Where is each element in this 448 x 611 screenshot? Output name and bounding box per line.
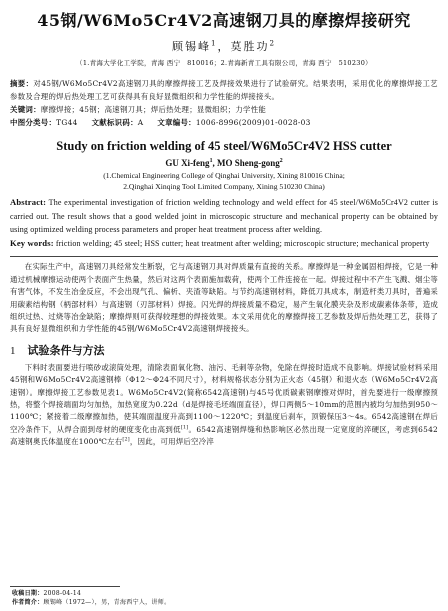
abstract-cn (10, 77, 438, 103)
footnote-received (12, 589, 170, 598)
author-separator-en: , (212, 158, 217, 168)
author-1-cn: 顾锡峰 (171, 40, 211, 53)
citation-2[interactable]: [2] (122, 437, 130, 443)
paper-title-en: Study on friction welding of 45 steel/W6Mo5Cr4V2 HSS cutter (56, 139, 392, 153)
article-no-value: 1006-8996(2009)01-0028-03 (195, 118, 311, 127)
keywords-cn (10, 103, 438, 116)
clc-field (10, 116, 78, 129)
doc-code-label: 文献标识码： (91, 118, 138, 127)
paper-title-cn: 45钢/W6Mo5Cr4V2高速钢刀具的摩擦焊接研究 (37, 11, 411, 30)
intro-paragraph: 在实际生产中，高速钢刀具经常发生断裂，它与高速钢刀具对焊质量有直接的关系。摩擦焊是一种金属固相焊接，它是一种通过机械摩擦运动使两个表面产生热量，然后对这两个表面施加载荷，使两个工件连接在一起。焊接过程中不产生飞溅、烟尘等有害气体，不发生冶金反应，不会出现气孔、偏析、夹渣等缺陷。与节约高速钢材料，降低刀具成本，制造杆类刀具时，普遍采用碳素结构钢（柄部材料）与高速钢（刃部材料）焊接。闪光焊的焊接质量不稳定，易产生氧化膜夹杂及形成碳素体条带，造成组织过热、过烧等冶金缺陷；摩擦焊则可获得较理想的焊接效果。本文采用优化的摩擦焊接工艺参数及焊后热处理工艺，获得了具有良好显微组织和力学性能的45钢/W6Mo5Cr4V2高速钢焊接接头。 (10, 262, 438, 334)
article-no-field (157, 116, 310, 129)
footnote-author-label: 作者简介： (12, 599, 44, 606)
keywords-en-label: Key words: (10, 237, 54, 248)
footnote-divider (10, 586, 120, 587)
affiliation-en-line-2: 2.Qinghai Xinqing Tool Limited Company, Xining 510230 China) (123, 182, 325, 191)
authors-en (10, 158, 438, 168)
section-1-text-b: 。6542高速钢焊缝和热影响区必然出现一定宽度的淬硬区，考虑到6542高速钢奥氏体温度在1000℃左右 (10, 424, 438, 447)
author-2-cn: 莫胜功 (230, 40, 270, 53)
keywords-cn-text: 摩擦焊接；45钢；高速钢刀具；焊后热处理；显微组织；力学性能 (40, 105, 267, 114)
abstract-en-label: Abstract: (10, 197, 47, 207)
footnote-author (12, 598, 170, 607)
footnote-received-date: 2008-04-14 (43, 590, 82, 597)
author-separator-cn: ， (217, 40, 231, 53)
footnote-author-text: 顾锡峰（1972—），男，青海西宁人，讲师。 (43, 599, 171, 606)
affiliation-en-line-1: (1.Chemical Engineering College of Qinghai University, Xining 810016 China; (103, 171, 345, 180)
keywords-en-text: friction welding; 45 steel; HSS cutter; heat treatment after welding; microscopic structure; mechanical property (55, 238, 430, 248)
author-2-cn-affil-mark: 2 (269, 38, 277, 48)
section-1-text-c: ，因此，可用焊后空冷淬 (129, 437, 214, 447)
section-1-paragraph (10, 362, 438, 449)
author-1-en-affil-mark: 1 (209, 158, 213, 164)
citation-1[interactable]: [1] (180, 425, 189, 431)
author-1-cn-affil-mark: 1 (210, 38, 218, 48)
affiliation-en (10, 170, 438, 192)
author-1-en: GU Xi-feng (165, 158, 210, 168)
abstract-cn-label: 摘要： (10, 79, 34, 88)
footnote-received-label: 收稿日期： (12, 590, 44, 597)
author-2-en-affil-mark: 2 (279, 158, 283, 164)
abstract-cn-text: 对45钢/W6Mo5Cr4V2高速钢刀具的摩擦焊接工艺及焊接效果进行了试验研究。结果表明，采用优化的摩擦焊接工艺参数及合理的焊后热处理工艺可获得具有良好显微组织和力学性能的焊接接头。 (10, 79, 438, 101)
doc-code-value: A (137, 118, 144, 127)
clc-label: 中图分类号： (10, 118, 57, 127)
classification-line (10, 116, 438, 129)
section-1-number: 1 (10, 344, 16, 357)
section-1-heading (10, 342, 438, 358)
article-no-label: 文章编号： (157, 118, 196, 127)
footnotes (12, 589, 170, 607)
section-1-text-a: 下料时表面要进行喷砂或滚筒处理，清除表面氧化物、油污、毛刺等杂物，免除在焊接时造成不良影响。焊接试验材料采用45钢和W6Mo5Cr4V2高速钢棒（Φ12～Φ24不同尺寸），材料规格状态分别为正火态（45钢）和退火态（W6Mo5Cr4V2高速钢）。摩擦焊接工艺参数见表1。W6Mo5Cr4V2(简称6542高速钢)与45号优质碳素钢摩擦对焊时，首先要进行一级摩擦预热，将整个焊接端面均匀加热，加热宽度为0.22d（d是焊接毛坯端面直径），焊口两侧5～10mm的范围内被均匀加热到950～1100℃；紧接着二级摩擦加热，使其端面温度升高到1100～1220℃；到温度后刹车，顶锻保压3～4s。6542高速钢在焊后空冷条件下，从焊合面到母材的硬度变化由高到低 (10, 362, 438, 434)
keywords-en (10, 237, 438, 251)
abstract-en-text: The experimental investigation of friction welding technology and weld effect for 45 steel/W6Mo5Cr4V2 cutter is carried out. The result shows that a good welded joint in microscopic structure and mechanical property can be obtained by using optimized welding process parameters and proper heat treatment process after welding. (10, 198, 438, 235)
authors-cn (10, 38, 438, 54)
keywords-cn-label: 关键词： (10, 105, 41, 114)
section-1-title: 试验条件与方法 (27, 343, 105, 357)
affiliation-cn: （1.青海大学化工学院，青海 西宁 810016；2.青海新青工具有限公司，青海 西宁 510230） (76, 59, 372, 67)
author-2-en: MO Sheng-gong (216, 158, 280, 168)
doc-code-field (92, 116, 144, 129)
abstract-divider (10, 256, 438, 257)
clc-value: TG44 (56, 118, 78, 127)
abstract-en (10, 196, 438, 237)
